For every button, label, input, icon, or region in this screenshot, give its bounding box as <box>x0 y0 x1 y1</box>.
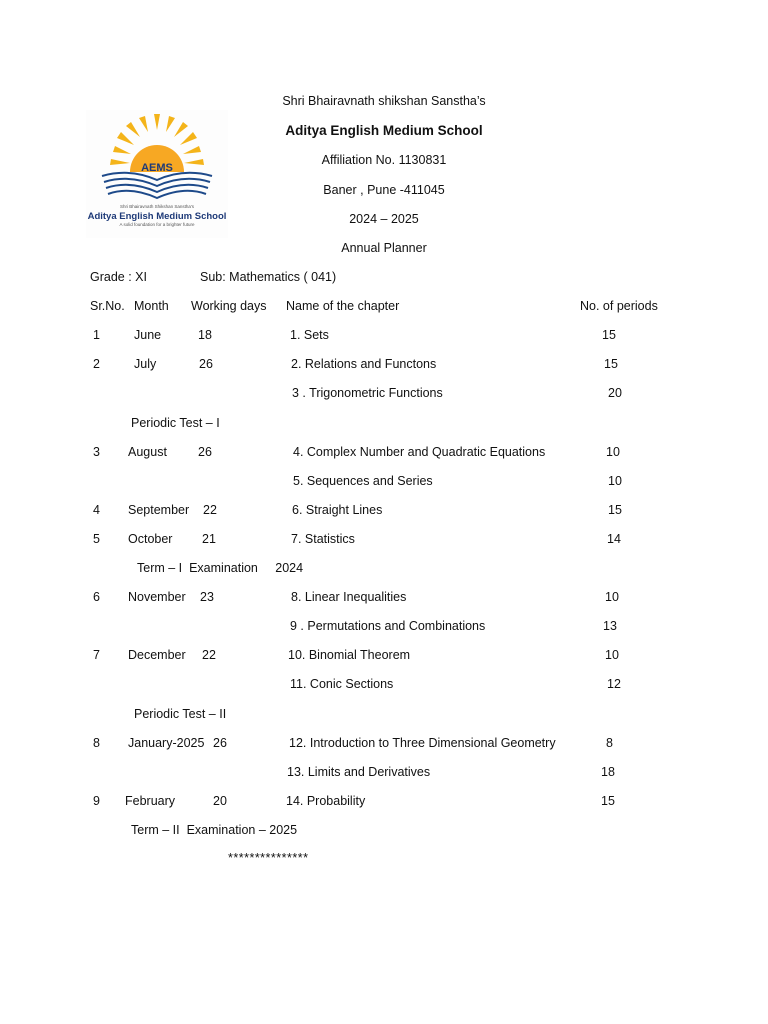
row-sr: 7 <box>93 648 100 662</box>
row-sr: 1 <box>93 328 100 342</box>
school-name: Aditya English Medium School <box>285 123 483 138</box>
header-month: Month <box>134 299 169 313</box>
row-chapter: 9 . Permutations and Combinations <box>290 619 486 633</box>
row-sr: 6 <box>93 590 100 604</box>
header-chapter-name: Name of the chapter <box>286 299 400 313</box>
row-periods: 15 <box>608 503 622 517</box>
row-periods: 12 <box>607 677 621 691</box>
grade-label: Grade : XI <box>90 270 147 284</box>
logo-abbreviation: AEMS <box>141 162 173 174</box>
row-month: February <box>125 794 176 808</box>
header-working-days: Working days <box>191 299 267 313</box>
row-days: 26 <box>198 445 212 459</box>
row-days: 22 <box>202 648 216 662</box>
row-sr: 9 <box>93 794 100 808</box>
row-periods: 18 <box>601 765 615 779</box>
term-exam-label: Term – I Examination 2024 <box>137 561 304 575</box>
affiliation-number: Affiliation No. 1130831 <box>321 153 447 167</box>
row-chapter: 5. Sequences and Series <box>293 474 433 488</box>
row-days: 26 <box>213 736 227 750</box>
row-month: January-2025 <box>128 736 205 750</box>
row-periods: 10 <box>606 445 620 459</box>
logo-tagline: A solid foundation for a brighter future <box>119 222 195 227</box>
row-sr: 3 <box>93 445 100 459</box>
row-periods: 15 <box>601 794 615 808</box>
logo-school-name: Aditya English Medium School <box>87 211 227 222</box>
row-periods: 10 <box>605 590 619 604</box>
row-chapter: 6. Straight Lines <box>292 503 383 517</box>
row-month: June <box>134 328 162 342</box>
school-logo <box>86 110 228 238</box>
row-chapter: 2. Relations and Functons <box>291 357 437 371</box>
open-book-icon <box>102 173 212 198</box>
school-address: Baner , Pune -411045 <box>323 183 445 197</box>
row-days: 22 <box>203 503 217 517</box>
row-chapter: 12. Introduction to Three Dimensional Geometry <box>289 736 556 750</box>
row-sr: 2 <box>93 357 100 371</box>
row-chapter: 11. Conic Sections <box>290 677 394 691</box>
term-exam-label: Term – II Examination – 2025 <box>131 823 298 837</box>
row-chapter: 14. Probability <box>286 794 366 808</box>
row-days: 26 <box>199 357 213 371</box>
row-month: December <box>128 648 186 662</box>
end-marker: *************** <box>228 851 309 865</box>
row-periods: 15 <box>602 328 616 342</box>
row-month: November <box>128 590 186 604</box>
row-sr: 5 <box>93 532 100 546</box>
row-days: 23 <box>200 590 214 604</box>
row-periods: 13 <box>603 619 617 633</box>
header-periods: No. of periods <box>580 299 658 313</box>
row-chapter: 4. Complex Number and Quadratic Equations <box>293 445 546 459</box>
row-periods: 20 <box>608 386 622 400</box>
row-periods: 10 <box>605 648 619 662</box>
row-month: September <box>128 503 190 517</box>
row-sr: 8 <box>93 736 100 750</box>
row-month: October <box>128 532 173 546</box>
row-chapter: 10. Binomial Theorem <box>288 648 411 662</box>
row-chapter: 13. Limits and Derivatives <box>287 765 431 779</box>
row-days: 20 <box>213 794 227 808</box>
row-chapter: 3 . Trigonometric Functions <box>292 386 443 400</box>
row-days: 21 <box>202 532 216 546</box>
periodic-test-label: Periodic Test – II <box>134 707 227 721</box>
row-days: 18 <box>198 328 212 342</box>
document-title: Annual Planner <box>341 241 427 255</box>
periodic-test-label: Periodic Test – I <box>131 416 220 430</box>
row-periods: 8 <box>606 736 613 750</box>
row-month: August <box>128 445 167 459</box>
trust-name: Shri Bhairavnath shikshan Sanstha’s <box>282 94 486 108</box>
logo-trust-text: Shri Bhairavnath Shikshan Sanstha's <box>120 204 194 209</box>
row-chapter: 7. Statistics <box>291 532 355 546</box>
row-periods: 14 <box>607 532 621 546</box>
academic-year: 2024 – 2025 <box>349 212 419 226</box>
row-month: July <box>134 357 157 371</box>
row-sr: 4 <box>93 503 100 517</box>
header-sr-no: Sr.No. <box>90 299 125 313</box>
row-chapter: 1. Sets <box>290 328 329 342</box>
subject-label: Sub: Mathematics ( 041) <box>200 270 337 284</box>
row-chapter: 8. Linear Inequalities <box>291 590 407 604</box>
row-periods: 15 <box>604 357 618 371</box>
row-periods: 10 <box>608 474 622 488</box>
